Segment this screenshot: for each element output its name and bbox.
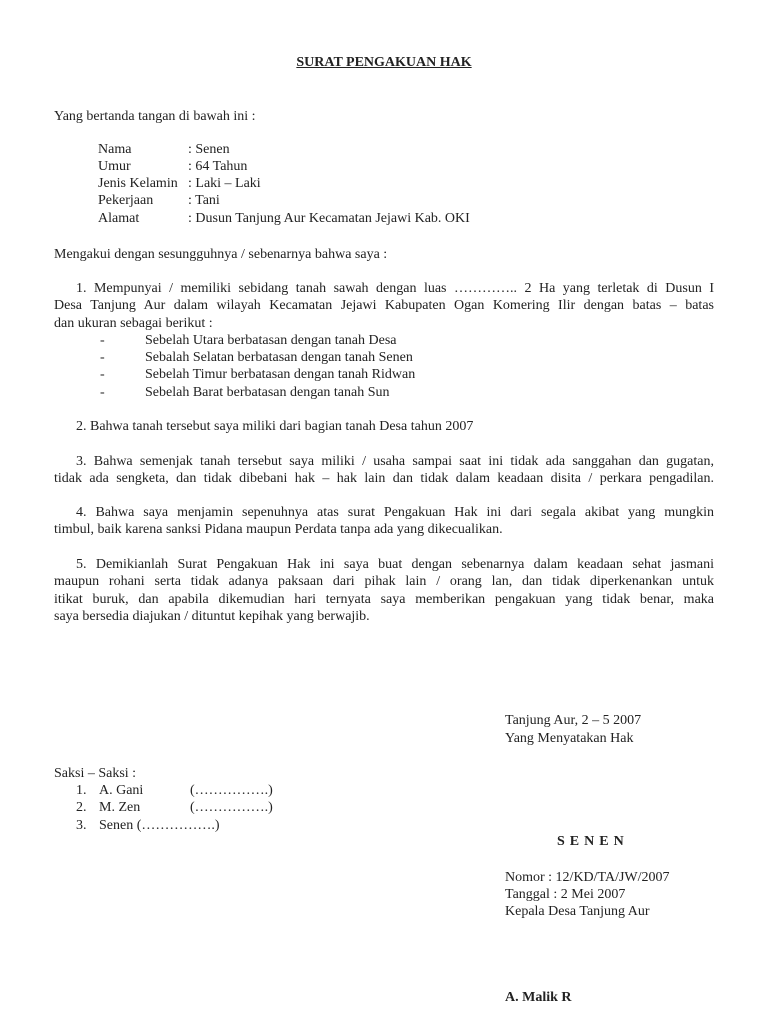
- border-north: Sebelah Utara berbatasan dengan tanah Desa: [145, 333, 397, 348]
- statement-text: Mengakui dengan sesungguhnya / sebenarnya bahwa saya :: [54, 247, 388, 262]
- bullet: -: [100, 333, 105, 348]
- kepala-desa-label: Kepala Desa Tanjung Aur: [505, 904, 650, 919]
- field-label-pekerjaan: Pekerjaan: [98, 193, 154, 208]
- item-1-line: 1. Mempunyai / memiliki sebidang tanah sawah dengan luas ………….. 2 Ha yang terletak di Dusun I: [76, 281, 714, 296]
- border-east: Sebelah Timur berbatasan dengan tanah Ridwan: [145, 367, 416, 382]
- intro-text: Yang bertanda tangan di bawah ini :: [54, 109, 256, 124]
- field-label-umur: Umur: [98, 159, 131, 174]
- witness-name: A. Gani: [99, 783, 144, 798]
- field-label-alamat: Alamat: [98, 211, 140, 226]
- place-date: Tanjung Aur, 2 – 5 2007: [505, 713, 642, 728]
- field-value-alamat: : Dusun Tanjung Aur Kecamatan Jejawi Kab. OKI: [188, 211, 470, 226]
- item-5-line: 5. Demikianlah Surat Pengakuan Hak ini saya buat dengan sebenarnya dalam keadaan sehat jasmani: [76, 557, 714, 572]
- bullet: -: [100, 367, 105, 382]
- item-4-line: timbul, baik karena sanksi Pidana maupun Perdata tanpa ada yang dikecualikan.: [54, 522, 503, 538]
- item-1-line: dan ukuran sebagai berikut :: [54, 315, 213, 331]
- item-5-line: maupun rohani serta tidak adanya paksaan dari pihak lain / orang lan, dan tidak diperkenankan untuk: [54, 574, 714, 590]
- border-south: Sebalah Selatan berbatasan dengan tanah Senen: [145, 350, 413, 365]
- witness-signature: (…………….): [190, 783, 273, 798]
- item-4: [54, 504, 714, 539]
- item-3-line: tidak ada sengketa, dan tidak dibebani hak – hak lain dan tidak dalam keadaan disita / perkara pengadilan.: [54, 471, 714, 487]
- field-label-jenis-kelamin: Jenis Kelamin: [98, 176, 178, 191]
- item-2-line: 2. Bahwa tanah tersebut saya miliki dari bagian tanah Desa tahun 2007: [76, 419, 474, 434]
- witness-number: 1.: [76, 783, 87, 798]
- nomor: Nomor : 12/KD/TA/JW/2007: [505, 870, 670, 885]
- item-1-line: Desa Tanjung Aur dalam wilayah Kecamatan Jejawi Kabupaten Ogan Komering Ilir dengan batas – batas: [54, 298, 714, 314]
- declarant-label: Yang Menyatakan Hak: [505, 731, 634, 746]
- declarant-name: SENEN: [557, 834, 629, 849]
- witness-number: 3.: [76, 818, 87, 833]
- field-value-umur: : 64 Tahun: [188, 159, 248, 174]
- document-title: SURAT PENGAKUAN HAK: [296, 55, 472, 70]
- item-5-line: itikat buruk, dan apabila dikemudian hari ternyata saya memberikan pengakuan yang tidak benar, maka: [54, 591, 714, 607]
- item-3-line: 3. Bahwa semenjak tanah tersebut saya miliki / usaha sampai saat ini tidak ada sanggahan dan gugatan,: [76, 454, 714, 469]
- field-value-pekerjaan: : Tani: [188, 193, 220, 208]
- border-west: Sebelah Barat berbatasan dengan tanah Sun: [145, 385, 390, 400]
- item-2: [54, 418, 714, 435]
- field-value-nama: : Senen: [188, 142, 230, 157]
- item-1: [54, 280, 714, 332]
- witness-signature: (…………….): [190, 800, 273, 815]
- item-5: [54, 556, 714, 626]
- witness-name: Senen (…………….): [99, 818, 220, 833]
- field-label-nama: Nama: [98, 142, 132, 157]
- field-value-jenis-kelamin: : Laki – Laki: [188, 176, 261, 191]
- witness-number: 2.: [76, 800, 87, 815]
- item-4-line: 4. Bahwa saya menjamin sepenuhnya atas surat Pengakuan Hak ini dari segala akibat yang mungkin: [76, 505, 714, 520]
- witness-title: Saksi – Saksi :: [54, 766, 137, 781]
- item-5-line: saya bersedia diajukan / dituntut kepihak yang berwajib.: [54, 609, 370, 625]
- kepala-desa-name: A. Malik R: [505, 990, 572, 1005]
- bullet: -: [100, 385, 105, 400]
- witness-name: M. Zen: [99, 800, 141, 815]
- tanggal: Tanggal : 2 Mei 2007: [505, 887, 626, 902]
- item-3: [54, 453, 714, 488]
- bullet: -: [100, 350, 105, 365]
